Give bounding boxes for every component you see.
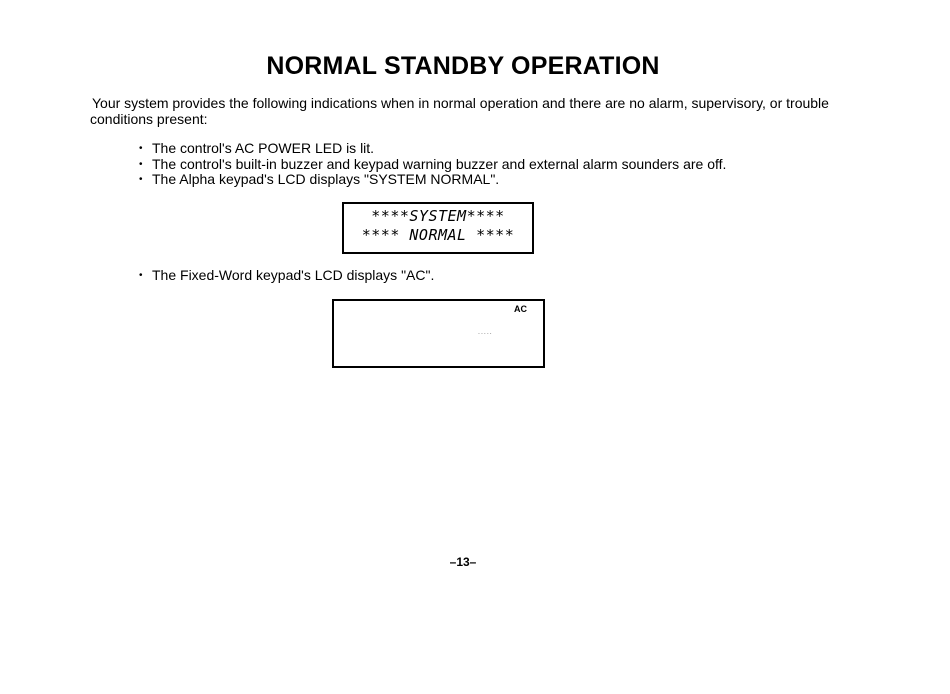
bullet-icon: • bbox=[139, 158, 143, 170]
page-title: NORMAL STANDBY OPERATION bbox=[266, 52, 660, 80]
indication-list bbox=[139, 141, 726, 188]
bullet-icon: • bbox=[139, 174, 143, 185]
list-item-text: The Fixed-Word keypad's LCD displays "AC". bbox=[152, 267, 435, 283]
lcd-segment-dots: ..... bbox=[478, 329, 493, 336]
lcd-line-1: ****SYSTEM**** bbox=[371, 207, 505, 225]
ac-indicator: AC bbox=[514, 304, 527, 314]
fixed-word-keypad-lcd-display bbox=[332, 299, 545, 368]
list-item-text: The control's AC POWER LED is lit. bbox=[152, 140, 375, 156]
list-item bbox=[139, 141, 726, 157]
page-number: –13– bbox=[449, 555, 477, 569]
intro-paragraph: Your system provides the following indications when in normal operation and there are no alarm, supervisory, or trouble conditions present: bbox=[90, 95, 829, 127]
lcd-line-2: **** NORMAL **** bbox=[361, 226, 515, 244]
bullet-icon: • bbox=[139, 143, 143, 154]
bullet-icon: • bbox=[139, 270, 143, 281]
alpha-keypad-lcd-display bbox=[342, 202, 534, 254]
list-item bbox=[139, 157, 726, 173]
list-item bbox=[139, 172, 726, 188]
list-item bbox=[139, 268, 434, 284]
list-item-text: The Alpha keypad's LCD displays "SYSTEM NORMAL". bbox=[152, 171, 500, 187]
list-item-text: The control's built-in buzzer and keypad warning buzzer and external alarm sounders are off. bbox=[152, 155, 727, 172]
